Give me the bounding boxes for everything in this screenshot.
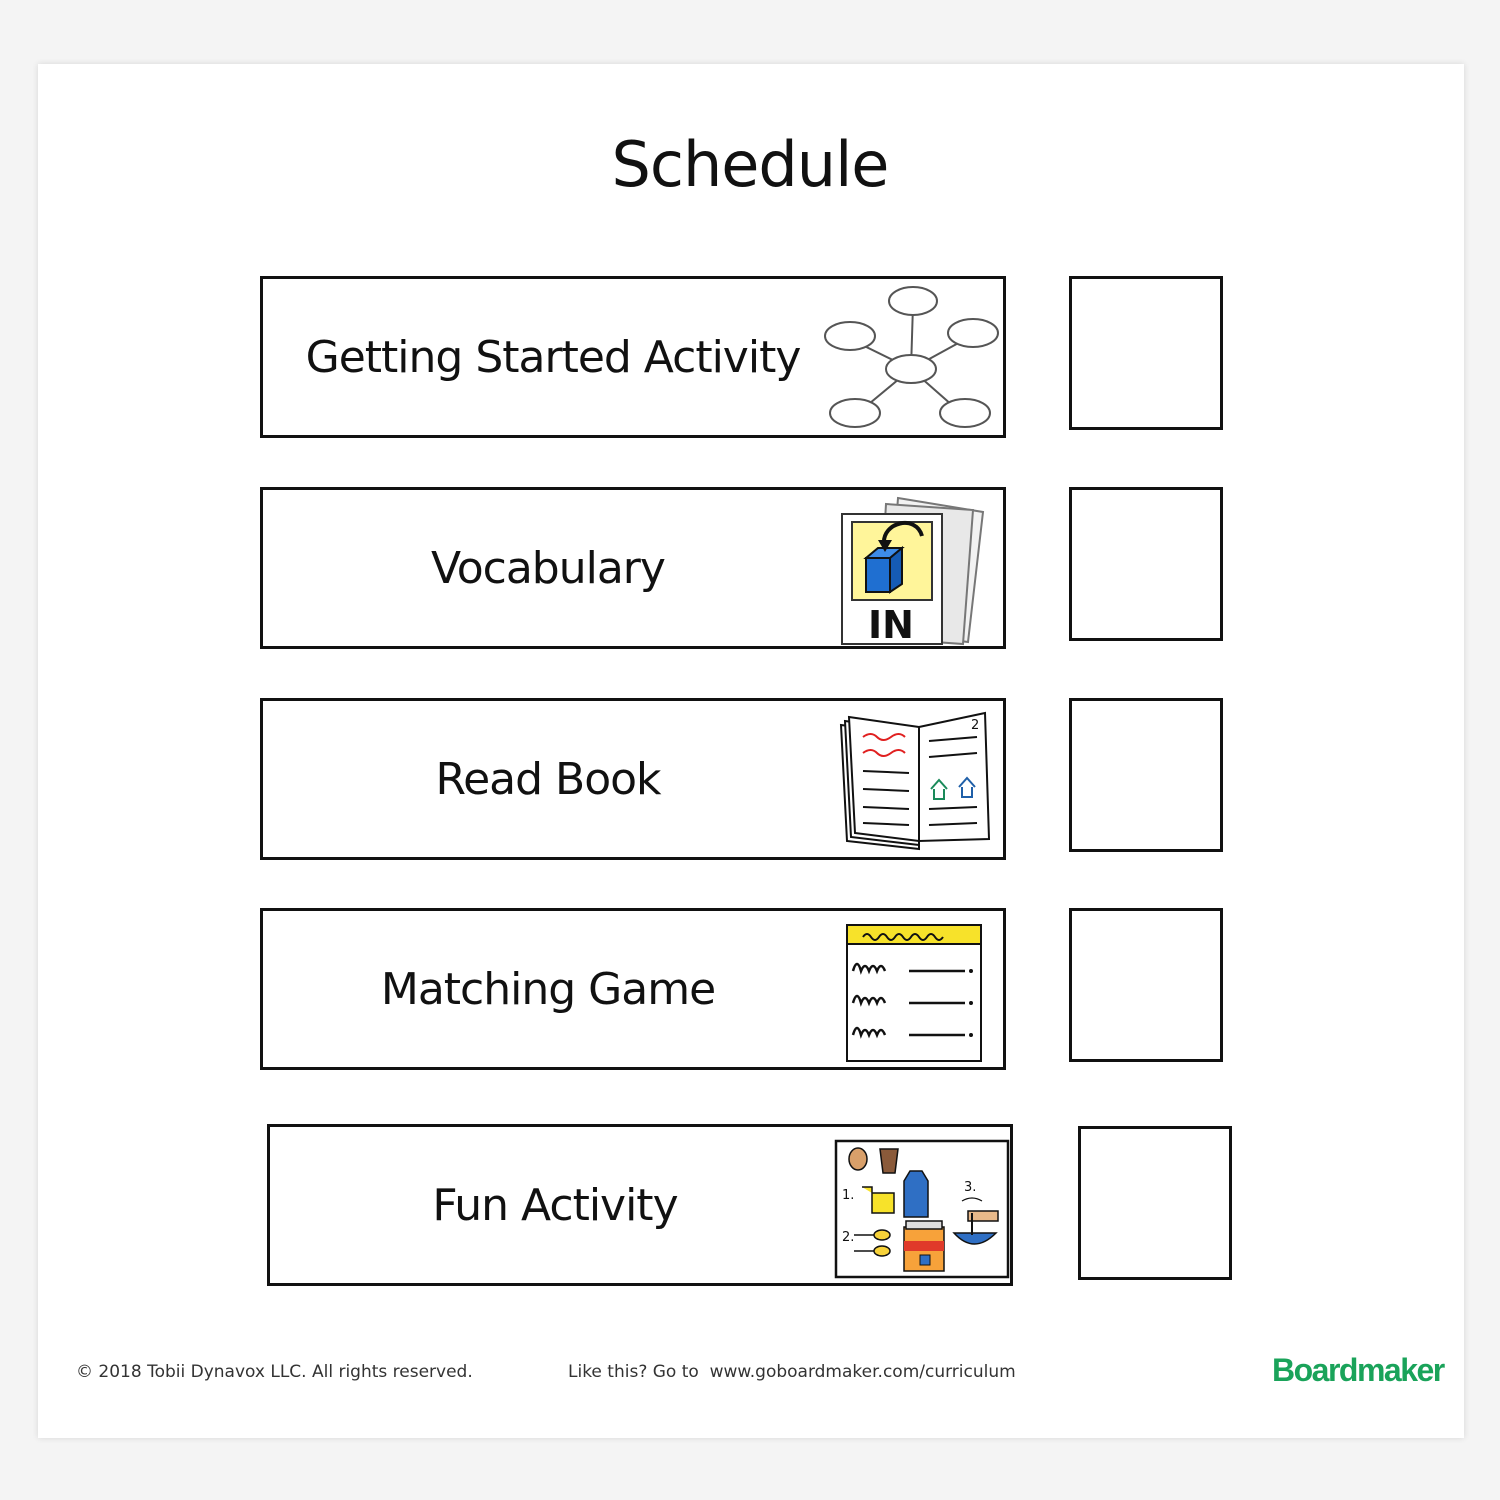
recipe-steps-icon <box>834 1139 1010 1279</box>
vocabulary-cards-icon <box>838 492 993 648</box>
checkbox-matching-game[interactable] <box>1069 908 1223 1062</box>
worksheet-icon <box>845 923 985 1065</box>
vocabulary-icon-text: IN <box>868 603 914 647</box>
book-page-number: 2 <box>971 718 980 733</box>
checkbox-getting-started[interactable] <box>1069 276 1223 430</box>
schedule-item-vocabulary <box>260 487 1006 649</box>
schedule-item-label: Vocabulary <box>431 542 665 594</box>
boardmaker-logo: Boardmaker <box>1272 1352 1444 1388</box>
copyright-notice: © 2018 Tobii Dynavox LLC. All rights reserved. <box>76 1362 473 1382</box>
promo-link-text: Like this? Go to www.goboardmaker.com/curriculum <box>568 1362 1016 1382</box>
web-diagram-icon <box>818 283 1003 433</box>
page-title: Schedule <box>611 128 889 201</box>
schedule-item-label: Fun Activity <box>432 1179 678 1231</box>
schedule-item-read-book <box>260 698 1006 860</box>
open-book-icon <box>835 709 995 857</box>
step-label-3: 3. <box>964 1180 977 1195</box>
schedule-item-label: Matching Game <box>380 963 716 1015</box>
checkbox-read-book[interactable] <box>1069 698 1223 852</box>
schedule-item-label: Getting Started Activity <box>305 331 801 383</box>
schedule-item-matching-game <box>260 908 1006 1070</box>
step-label-2: 2. <box>842 1230 855 1245</box>
checkbox-vocabulary[interactable] <box>1069 487 1223 641</box>
step-label-1: 1. <box>842 1188 855 1203</box>
schedule-item-getting-started <box>260 276 1006 438</box>
schedule-item-label: Read Book <box>435 753 661 805</box>
checkbox-fun-activity[interactable] <box>1078 1126 1232 1280</box>
schedule-item-fun-activity <box>267 1124 1013 1286</box>
